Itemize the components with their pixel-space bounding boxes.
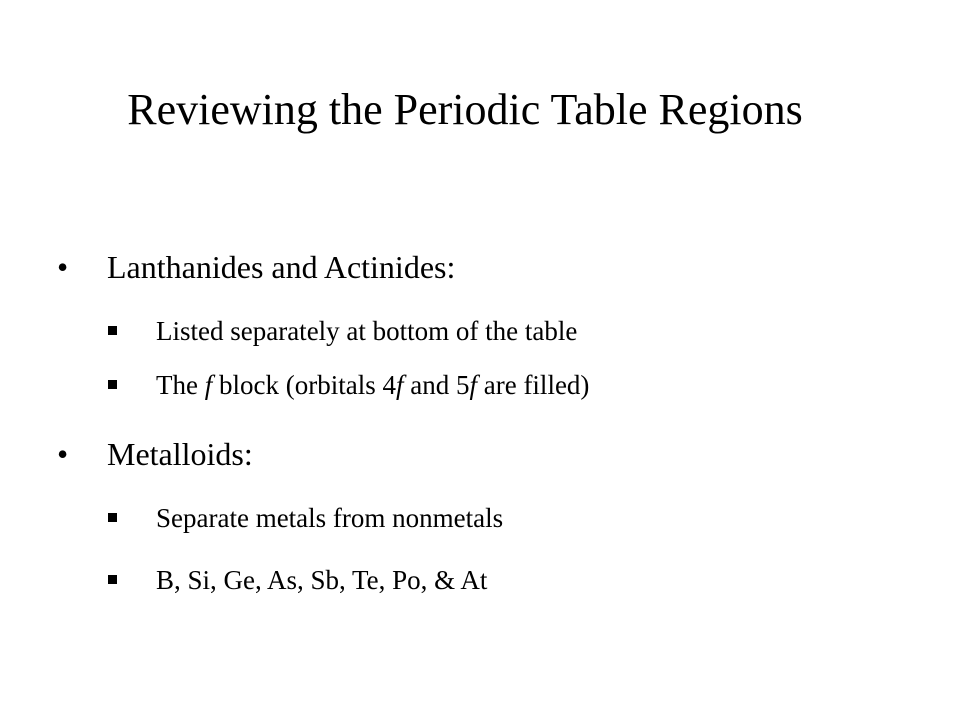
italic-f: f: [469, 370, 477, 400]
square-bullet-icon: [108, 513, 117, 522]
sub-bullet-item: [0, 561, 960, 601]
bullet-marker: •: [57, 249, 69, 285]
sub-bullet-item: [0, 499, 960, 539]
text-run: are filled): [476, 370, 590, 400]
square-bullet-icon: [108, 326, 117, 335]
sub-bullet-text: Listed separately at bottom of the table: [156, 316, 578, 346]
bullet-item-lanthanides-actinides: [0, 244, 960, 290]
bullet-text: Metalloids:: [107, 436, 253, 472]
text-run: The: [156, 370, 205, 400]
sub-bullet-item: [0, 366, 960, 406]
slide-title: Reviewing the Periodic Table Regions: [127, 85, 803, 134]
sub-bullet-text: Separate metals from nonmetals: [156, 503, 504, 533]
bullet-text: Lanthanides and Actinides:: [107, 249, 456, 285]
text-run: block (orbitals 4: [212, 370, 396, 400]
italic-f: f: [395, 370, 404, 400]
sub-bullet-item: [0, 312, 960, 352]
sub-bullet-text: B, Si, Ge, As, Sb, Te, Po, & At: [156, 565, 488, 595]
square-bullet-icon: [108, 575, 117, 584]
text-run: and 5: [403, 370, 470, 400]
italic-f: f: [204, 370, 213, 400]
bullet-item-metalloids: [0, 431, 960, 477]
square-bullet-icon: [108, 380, 117, 389]
sub-bullet-text: [156, 366, 589, 404]
bullet-marker: •: [57, 436, 69, 472]
